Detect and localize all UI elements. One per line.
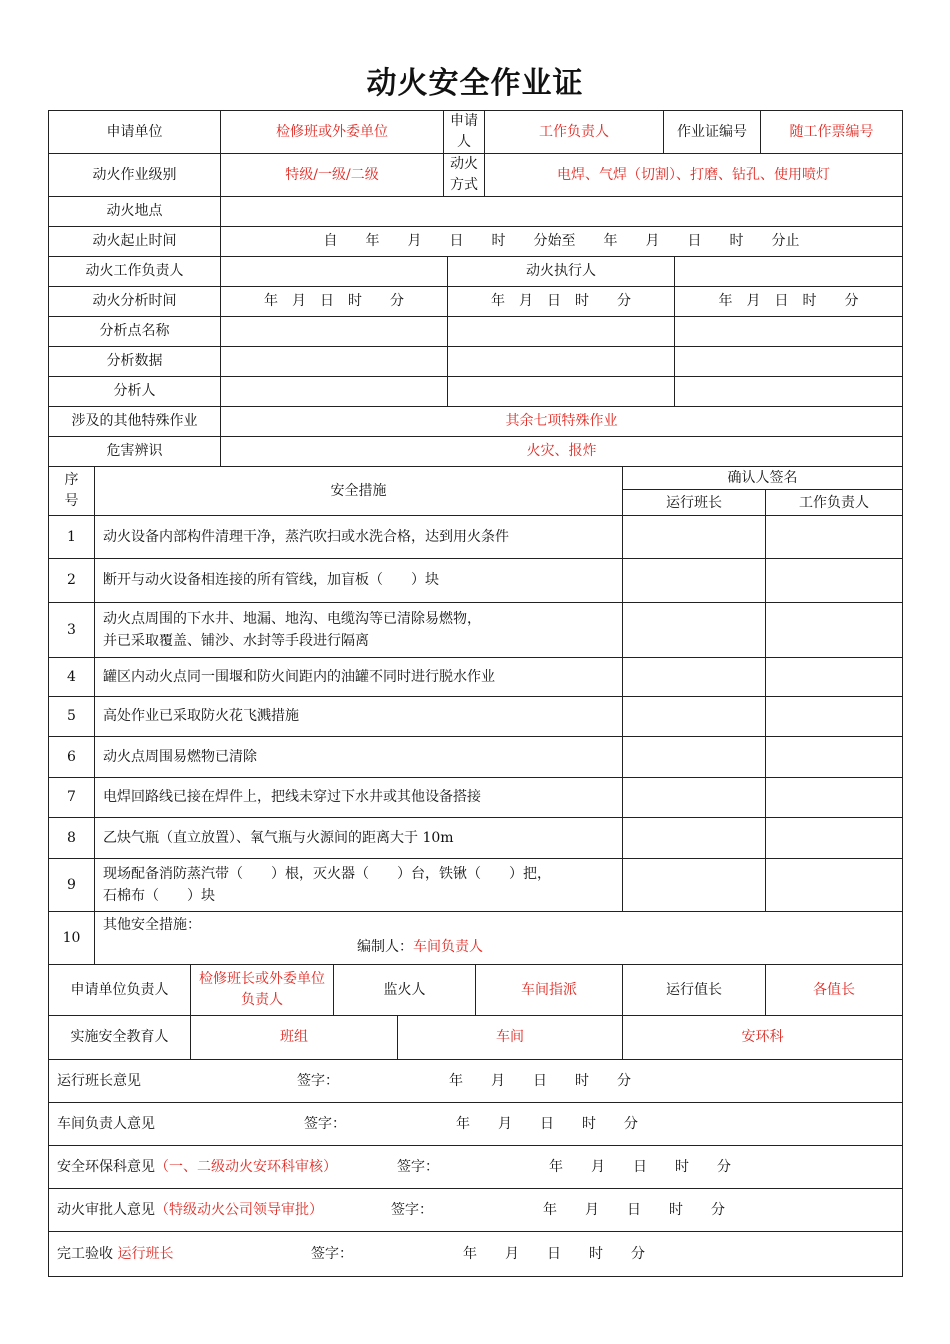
measure-text-line2: 石棉布（ ）块 — [103, 888, 215, 904]
seq-header-line2: 号 — [64, 493, 79, 509]
measure-no: 6 — [49, 737, 95, 778]
measure-no: 9 — [49, 859, 95, 912]
edu-safety-dept[interactable]: 安环科 — [623, 1016, 903, 1060]
analysis-time-3[interactable]: 年 月 日 时 分 — [675, 287, 903, 317]
shift-lead-sign[interactable] — [623, 818, 766, 859]
measure-text-line1: 现场配备消防蒸汽带（ ）根，灭火器（ ）台，铁锹（ ）把， — [103, 866, 551, 882]
date-fmt: 年 月 日 时 分 — [463, 1245, 645, 1262]
analysis-data-3[interactable] — [675, 347, 903, 377]
hazard-value[interactable]: 火灾、报炸 — [221, 437, 903, 467]
measure-row — [49, 778, 903, 818]
measure-text: 动火设备内部构件清理干净，蒸汽吹扫或水洗合格，达到用火条件 — [95, 516, 623, 559]
opinion-row — [49, 1060, 903, 1103]
opinion-note: （一、二级动火安环科审核） — [155, 1158, 337, 1175]
shift-lead-sign[interactable] — [623, 778, 766, 818]
measure-header: 安全措施 — [95, 467, 623, 516]
opinion-row — [49, 1146, 903, 1189]
edu-team[interactable]: 班组 — [191, 1016, 398, 1060]
apply-unit-value[interactable]: 检修班或外委单位 — [221, 111, 444, 154]
measure-row — [49, 697, 903, 737]
work-lead-sign[interactable] — [766, 859, 903, 912]
shift-lead-sign[interactable] — [623, 859, 766, 912]
measure-no: 2 — [49, 559, 95, 603]
analysis-point-2[interactable] — [448, 317, 675, 347]
measure-text: 电焊回路线已接在焊件上，把线未穿过下水井或其他设备搭接 — [95, 778, 623, 818]
location-label: 动火地点 — [49, 197, 221, 227]
sign-label: 签字： — [391, 1201, 433, 1218]
measure-text-line1: 动火点周围的下水井、地漏、地沟、电缆沟等已清除易燃物， — [103, 611, 481, 627]
measure-text — [95, 859, 623, 912]
analyst-label: 分析人 — [49, 377, 221, 407]
method-value[interactable]: 电焊、气焊（切割）、打磨、钻孔、使用喷灯 — [485, 154, 903, 197]
method-label: 动火方式 — [444, 154, 485, 197]
measure-row — [49, 859, 903, 912]
permit-no-label: 作业证编号 — [664, 111, 761, 154]
opinion-label-wrap — [57, 1244, 311, 1265]
period-label: 动火起止时间 — [49, 227, 221, 257]
measure-text: 罐区内动火点同一围堰和防火间距内的油罐不同时进行脱水作业 — [95, 658, 623, 697]
compiler-line — [103, 936, 898, 958]
analysis-point-3[interactable] — [675, 317, 903, 347]
seq-header-line1: 序 — [64, 472, 79, 488]
analyst-1[interactable] — [221, 377, 448, 407]
opinion-label: 动火审批人意见 — [57, 1201, 155, 1218]
period-field[interactable]: 自 年 月 日 时 分始至 年 月 日 时 分止 — [221, 227, 903, 257]
work-lead-field[interactable] — [221, 257, 448, 287]
permit-form — [48, 110, 902, 1277]
shift-lead-sign[interactable] — [623, 603, 766, 658]
work-lead-sign[interactable] — [766, 778, 903, 818]
opinion-label: 完工验收 — [57, 1245, 113, 1262]
level-value[interactable]: 特级/一级/二级 — [221, 154, 444, 197]
measure-no: 7 — [49, 778, 95, 818]
analysis-point-label: 分析点名称 — [49, 317, 221, 347]
shift-lead-header: 运行班长 — [623, 490, 766, 516]
applicant-label: 申请人 — [444, 111, 485, 154]
work-lead-sign[interactable] — [766, 697, 903, 737]
other-work-label: 涉及的其他特殊作业 — [49, 407, 221, 437]
fire-watch-value[interactable]: 车间指派 — [476, 965, 623, 1016]
opinion-row — [49, 1103, 903, 1146]
work-lead-sign[interactable] — [766, 603, 903, 658]
measure-text: 动火点周围易燃物已清除 — [95, 737, 623, 778]
opinion-note: （特级动火公司领导审批） — [155, 1201, 323, 1218]
other-measures-cell[interactable] — [95, 912, 903, 965]
shift-lead-sign[interactable] — [623, 516, 766, 559]
measure-text: 高处作业已采取防火花飞溅措施 — [95, 697, 623, 737]
fire-watch-label: 监火人 — [334, 965, 476, 1016]
permit-header-table — [48, 110, 903, 257]
opinion-approver[interactable] — [49, 1189, 903, 1232]
opinion-label: 运行班长意见 — [57, 1072, 141, 1089]
work-lead-sign[interactable] — [766, 658, 903, 697]
opinion-shift-lead[interactable] — [49, 1060, 903, 1103]
confirm-header: 确认人签名 — [623, 467, 903, 490]
measure-text: 断开与动火设备相连接的所有管线，加盲板（ ）块 — [95, 559, 623, 603]
analysis-time-label: 动火分析时间 — [49, 287, 221, 317]
work-lead-header: 工作负责人 — [766, 490, 903, 516]
measure-no: 4 — [49, 658, 95, 697]
shift-lead-sign[interactable] — [623, 697, 766, 737]
analysis-point-1[interactable] — [221, 317, 448, 347]
date-fmt: 年 月 日 时 分 — [456, 1115, 638, 1132]
educator-label: 实施安全教育人 — [49, 1016, 191, 1060]
level-label: 动火作业级别 — [49, 154, 221, 197]
shift-lead-sign[interactable] — [623, 658, 766, 697]
compiler-label: 编制人： — [357, 939, 413, 955]
opinion-completion[interactable] — [49, 1232, 903, 1277]
measure-row — [49, 658, 903, 697]
opinion-row — [49, 1189, 903, 1232]
signoff-table — [48, 965, 903, 1016]
analysis-data-1[interactable] — [221, 347, 448, 377]
measure-row — [49, 737, 903, 778]
executor-label: 动火执行人 — [448, 257, 675, 287]
shift-lead-sign[interactable] — [623, 559, 766, 603]
executor-field[interactable] — [675, 257, 903, 287]
analysis-time-1[interactable]: 年 月 日 时 分 — [221, 287, 448, 317]
opinion-note: 运行班长 — [117, 1245, 174, 1262]
work-lead-sign[interactable] — [766, 737, 903, 778]
sign-label: 签字： — [304, 1115, 346, 1132]
other-work-value[interactable]: 其余七项特殊作业 — [221, 407, 903, 437]
work-lead-label: 动火工作负责人 — [49, 257, 221, 287]
opinion-label: 安全环保科意见 — [57, 1158, 155, 1175]
unit-lead-value[interactable]: 检修班长或外委单位负责人 — [191, 965, 334, 1016]
measure-text-line2: 并已采取覆盖、铺沙、水封等手段进行隔离 — [103, 633, 369, 649]
analyst-3[interactable] — [675, 377, 903, 407]
measure-row — [49, 912, 903, 965]
other-measures-label: 其他安全措施： — [103, 917, 201, 933]
sign-label: 签字： — [297, 1072, 339, 1089]
location-field[interactable] — [221, 197, 903, 227]
date-fmt: 年 月 日 时 分 — [549, 1158, 731, 1175]
measure-no: 5 — [49, 697, 95, 737]
duty-chief-label: 运行值长 — [623, 965, 766, 1016]
applicant-value[interactable]: 工作负责人 — [485, 111, 664, 154]
measure-text: 乙炔气瓶（直立放置）、氧气瓶与火源间的距离大于 10m — [95, 818, 623, 859]
opinion-label-wrap — [57, 1157, 397, 1178]
measures-table — [48, 467, 903, 965]
sign-label: 签字： — [311, 1245, 353, 1262]
analysis-data-label: 分析数据 — [49, 347, 221, 377]
unit-lead-label: 申请单位负责人 — [49, 965, 191, 1016]
measure-no: 1 — [49, 516, 95, 559]
sign-label: 签字： — [397, 1158, 439, 1175]
opinion-workshop-lead[interactable] — [49, 1103, 903, 1146]
opinion-label: 车间负责人意见 — [57, 1115, 155, 1132]
measure-row — [49, 559, 903, 603]
shift-lead-sign[interactable] — [623, 737, 766, 778]
work-lead-sign[interactable] — [766, 818, 903, 859]
measure-no: 3 — [49, 603, 95, 658]
measure-no: 8 — [49, 818, 95, 859]
seq-header — [49, 467, 95, 516]
date-fmt: 年 月 日 时 分 — [449, 1072, 631, 1089]
edu-workshop[interactable]: 车间 — [398, 1016, 623, 1060]
measure-text — [95, 603, 623, 658]
measure-row — [49, 516, 903, 559]
page-title: 动火安全作业证 — [366, 66, 584, 101]
date-fmt: 年 月 日 时 分 — [543, 1201, 725, 1218]
compiler-value: 车间负责人 — [413, 939, 483, 955]
opinion-row — [49, 1232, 903, 1277]
measure-row — [49, 818, 903, 859]
work-lead-sign[interactable] — [766, 559, 903, 603]
analysis-table — [48, 257, 903, 467]
measure-row — [49, 603, 903, 658]
permit-no-value[interactable]: 随工作票编号 — [761, 111, 903, 154]
hazard-label: 危害辨识 — [49, 437, 221, 467]
duty-chief-value[interactable]: 各值长 — [766, 965, 903, 1016]
analysis-data-2[interactable] — [448, 347, 675, 377]
measure-no: 10 — [49, 912, 95, 965]
analyst-2[interactable] — [448, 377, 675, 407]
work-lead-sign[interactable] — [766, 516, 903, 559]
analysis-time-2[interactable]: 年 月 日 时 分 — [448, 287, 675, 317]
education-table — [48, 1016, 903, 1060]
opinions-table — [48, 1060, 903, 1277]
opinion-safety-dept[interactable] — [49, 1146, 903, 1189]
opinion-label-wrap — [57, 1200, 391, 1221]
apply-unit-label: 申请单位 — [49, 111, 221, 154]
